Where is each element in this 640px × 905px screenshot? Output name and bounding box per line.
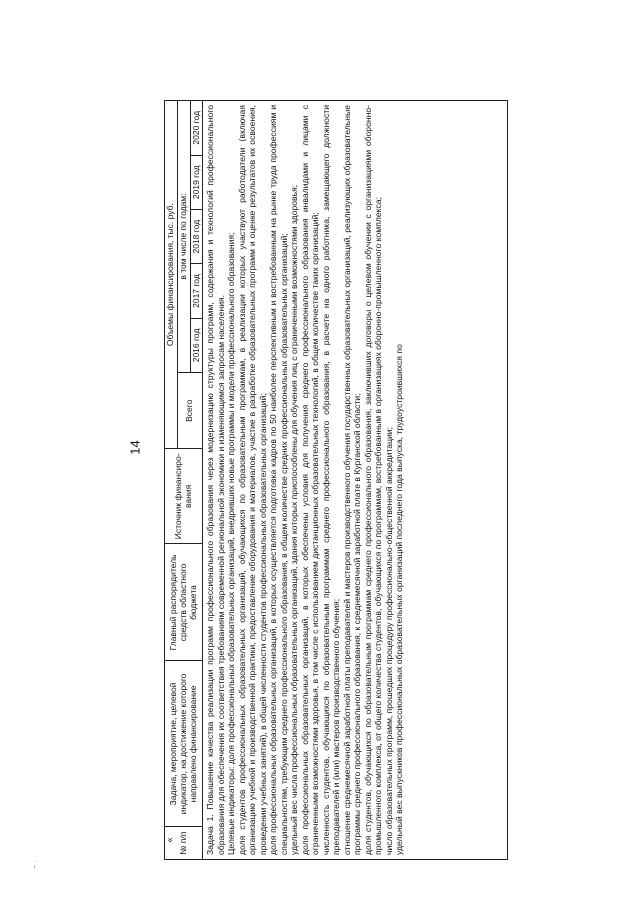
body-line: число образовательных программ, прошедших процедуру профессионально-общественной аккредитации; (383, 427, 394, 855)
rotated-page-area (164, 100, 604, 860)
body-line: Целевые индикаторы: доля профессиональных образовательных организаций, внедривших новые программы и модели профессионального образования; (226, 232, 237, 855)
header-year-2016: 2016 год (190, 318, 203, 372)
header-by-years: в том числе по годам: (177, 101, 190, 373)
body-line: доля профессиональных образовательных организаций, в которых обеспечены условия для получения среднего профессионального образования инвалидами и лицами с ограниченными возможностями здоровья, в том числе с использованием дистанционных образовательных технологий, в общем количестве таких организаций; (299, 105, 321, 855)
scan-mark: ~ · (30, 859, 40, 870)
body-line: доля студентов, обучающихся по образовательным программам среднего профессионального образования, заключивших договоры о целевом обучении с организациями оборонно-промышленного комплекса, от общего количества студентов, обучающихся по программам, востребованным в организациях оборонно-промышленного комплекса; (362, 105, 384, 855)
body-line: удельный вес числа профессиональных образовательных организаций, здания которых приспособлены для обучения лиц с ограниченными возможностями здоровья; (289, 184, 300, 855)
header-volume: Объемы финансирования, тыс. руб. (165, 101, 178, 449)
body-line: отношение среднемесячной заработной платы преподавателей и мастеров производственного обучения государственных образовательных организаций, реализующих образовательные программы среднего профессионального образования, к среднемесячной заработной плате в Курганской области; (341, 105, 363, 855)
quote-mark: « (164, 837, 175, 843)
header-year-2018: 2018 год (190, 209, 203, 263)
header-total: Всего (177, 373, 203, 449)
body-line: удельный вес выпускников профессиональных образовательных организаций последнего года выпуска, трудоустроившихся по (394, 344, 405, 855)
task-body-cell (203, 101, 508, 860)
body-line: численность студентов, обучающихся по образовательным программам среднего профессионального образования, в расчете на одного работника, замещающего должности преподавателей и (или) мастеров производственного обучения; (320, 105, 342, 855)
header-distributor: Главный распорядитель средств областного бюджета (165, 544, 203, 661)
body-line: Задача 1. Повышение качества реализации программ профессионального образования через модернизацию структуры программ, содержания и технологий профессионального образования для обеспечения их соответствия требованиям современной региональной экономики и изменяющимся запросам населения. (205, 105, 226, 855)
body-line: доля профессиональных образовательных организаций, в которых осуществляется подготовка кадров по 50 наиболее перспективным и востребованным на рынке труда профессиям и специальностям, требующим среднего профессионального образования, в общем количестве средних профессиональных образовательных организаций; (268, 105, 289, 855)
header-num: № п/п (165, 827, 203, 860)
financing-table (164, 100, 508, 860)
page-number: 14 (127, 440, 143, 455)
header-source: Источник финансиро-вания (165, 449, 203, 544)
rotated-table-container (164, 100, 604, 860)
header-year-2017: 2017 год (190, 264, 203, 318)
body-line: доля студентов профессиональных образовательных организаций, обучающихся по образовательным программам, в реализации которых участвуют работодатели (включая организацию учебной и производственной практики, предоставление оборудования и материалов, участие в разработке образовательных программ и оценке результатов их освоения, проведении учебных занятий), в общей численности студентов профессиональных образовательных организаций; (236, 105, 268, 855)
header-task: Задача, мероприятие, целевой индикатор, на достижение которого направлено финансирование (165, 661, 203, 827)
header-year-2019: 2019 год (190, 155, 203, 209)
header-year-2020: 2020 год (190, 101, 203, 156)
